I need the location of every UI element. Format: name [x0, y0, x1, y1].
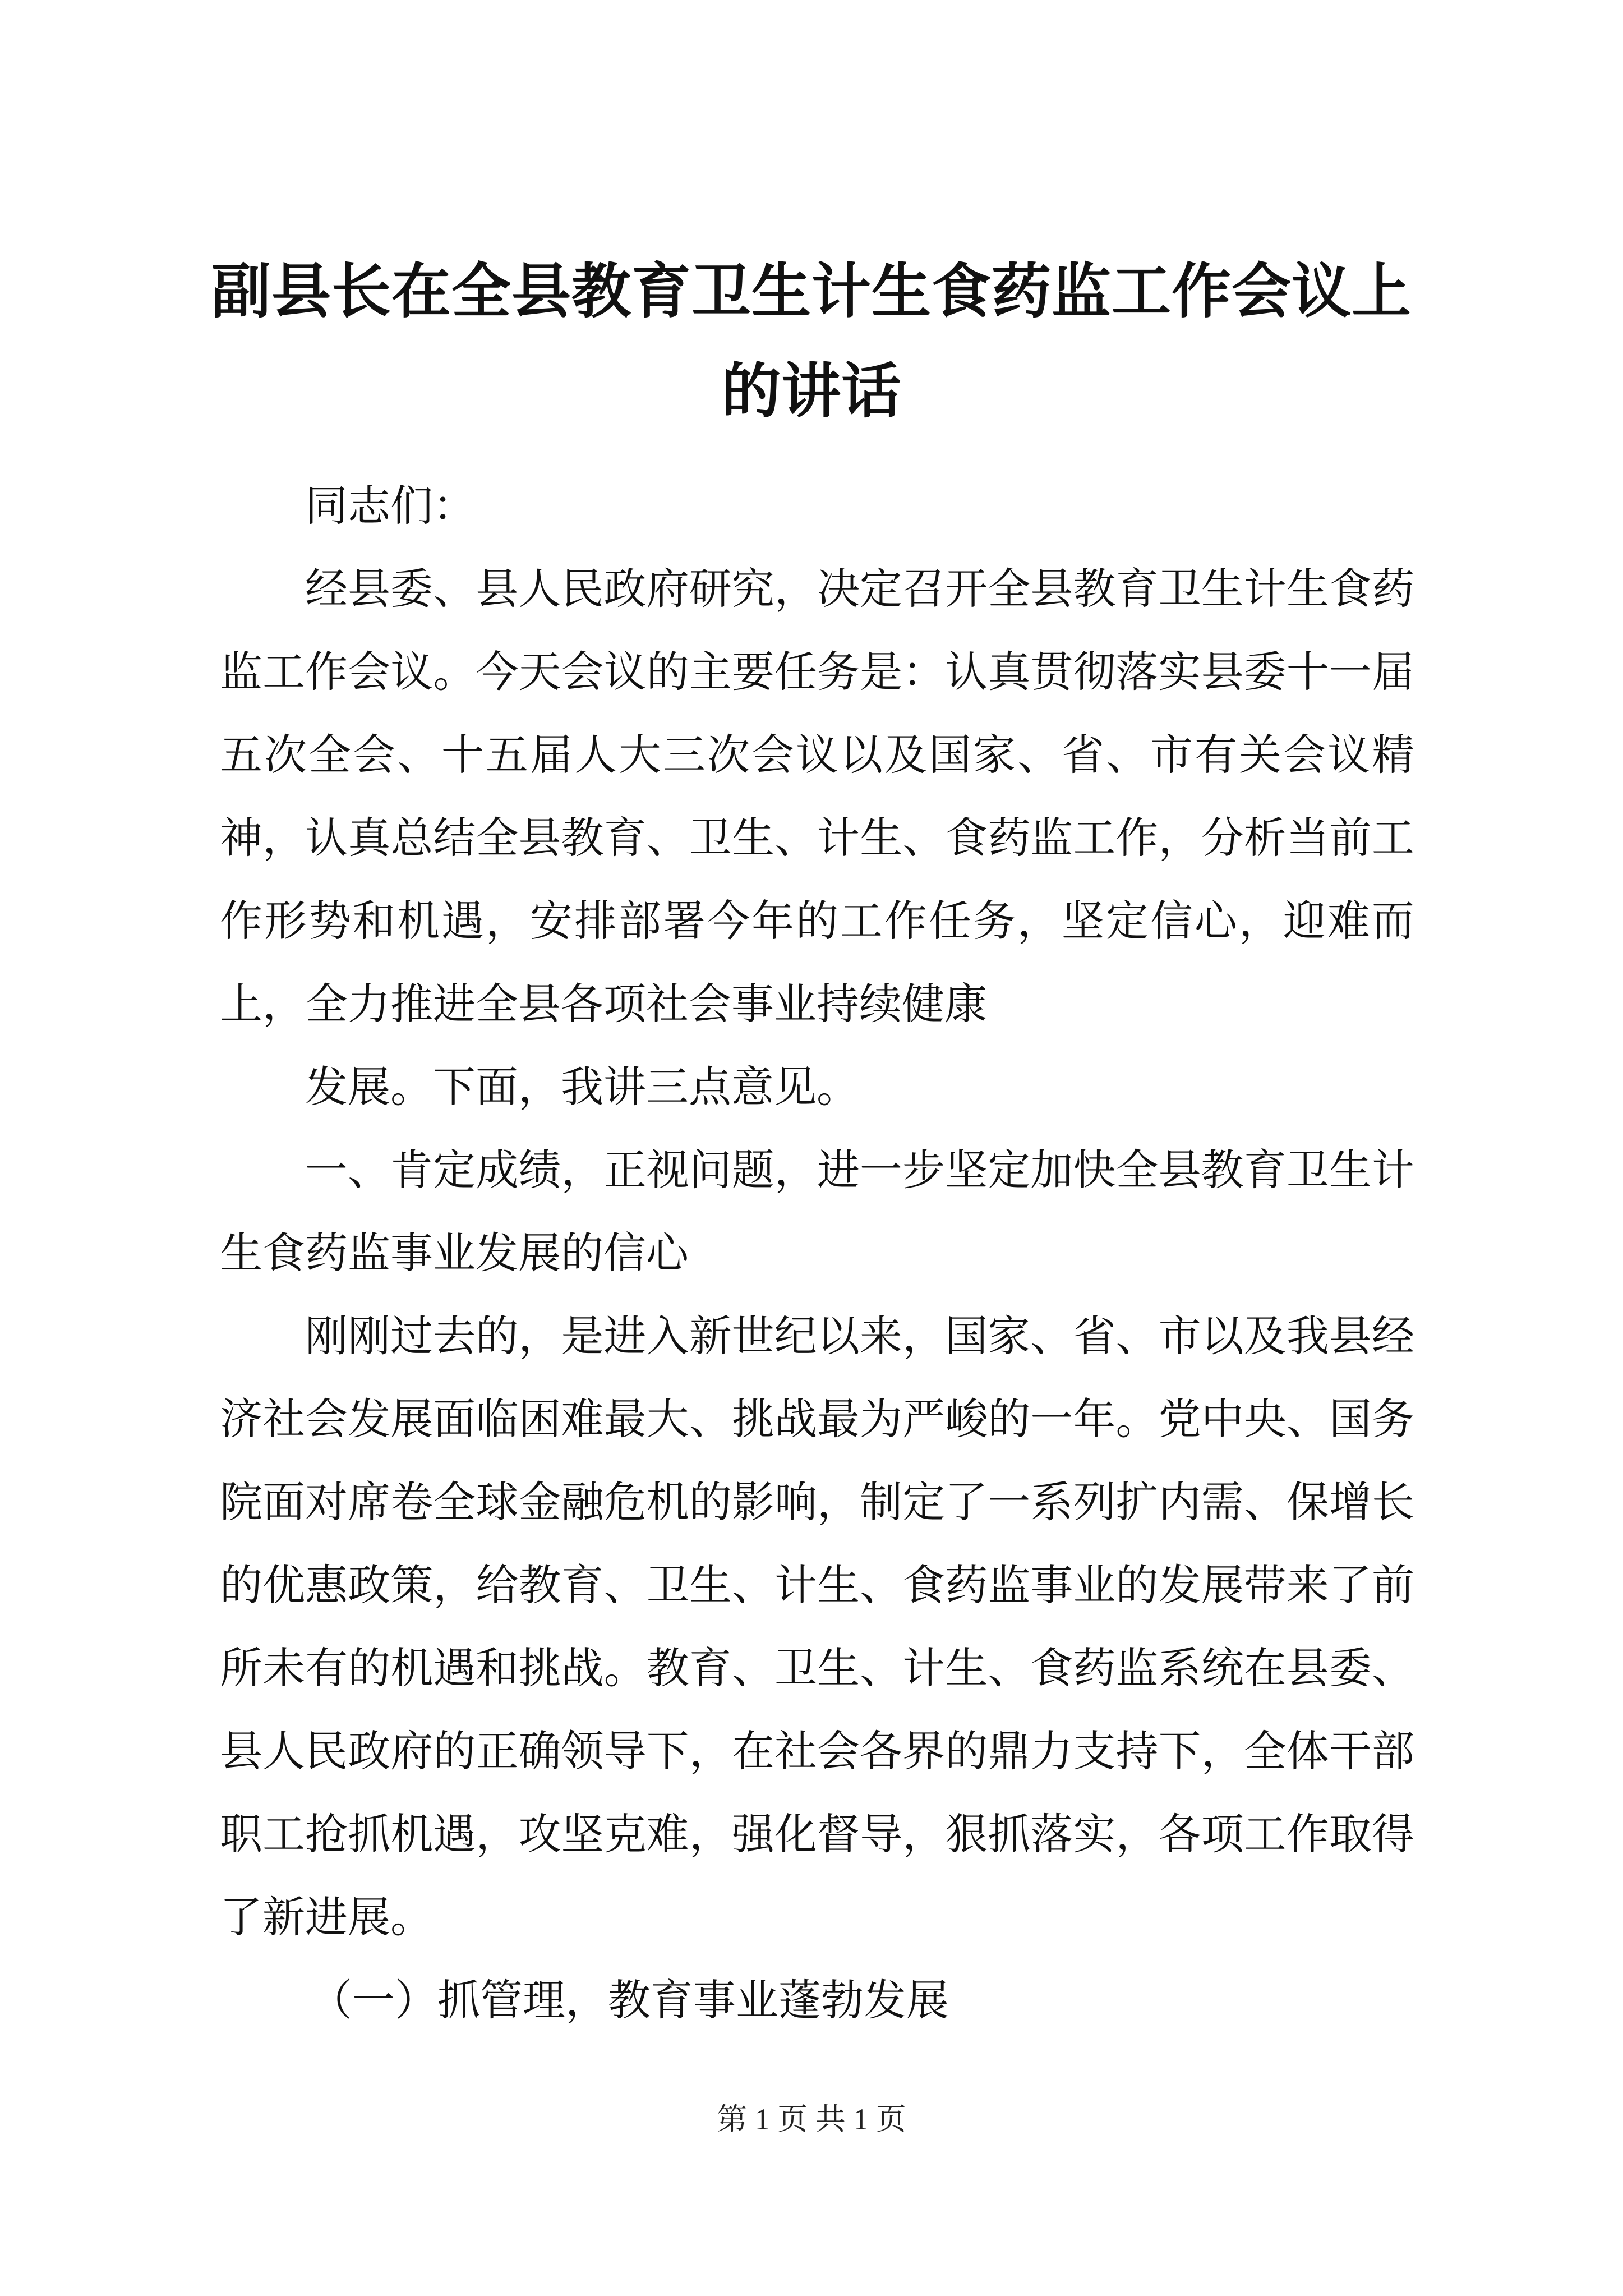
salutation-paragraph: 同志们：: [305, 481, 476, 531]
section-1-paragraph: 刚刚过去的，是进入新世纪以来，国家、省、市以及我县经济社会发展面临困难最大、挑战最为严峻的一年。党中央、国务院面对席卷全球金融危机的影响，制定了一系列扩内需、保增长的优惠政策，给教育、卫生、计生、食药监事业的发展带来了前所未有的机遇和挑战。教育、卫生、计生、食药监系统在县委、县人民政府的正确领导下，在社会各界的鼎力支持下，全体干部职工抢抓机遇，攻坚克难，强化督导，狠抓落实，各项工作取得了新进展。: [220, 1311, 1414, 1942]
document-title: 副县长在全县教育卫生计生食药监工作会议上的讲话: [211, 256, 1412, 426]
intro-continuation-paragraph: 发展。下面，我讲三点意见。: [305, 1062, 859, 1112]
intro-paragraph: 经县委、县人民政府研究，决定召开全县教育卫生计生食药监工作会议。今天会议的主要任务是：认真贯彻落实县委十一届五次全会、十五届人大三次会议以及国家、省、市有关会议精神，认真总结全县教育、卫生、计生、食药监工作，分析当前工作形势和机遇，安排部署今年的工作任务，坚定信心，迎难而上，全力推进全县各项社会事业持续健康: [220, 564, 1414, 1029]
section-heading-1: 一、肯定成绩，正视问题，进一步坚定加快全县教育卫生计生食药监事业发展的信心: [220, 1145, 1414, 1278]
document-body: [220, 464, 1414, 2042]
page-number-footer: 第 1 页 共 1 页: [717, 2102, 906, 2136]
subsection-heading-1: （一）抓管理，教育事业蓬勃发展: [310, 1975, 949, 2025]
